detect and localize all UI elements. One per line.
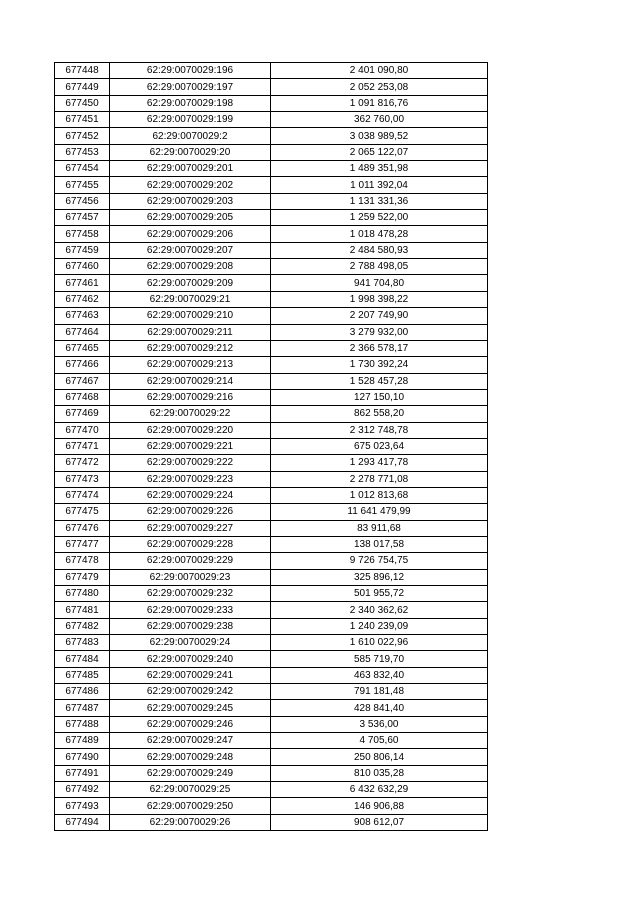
cadastral-value-cell: 1 091 816,76 (271, 95, 488, 111)
table-row (55, 357, 488, 373)
row-id-cell: 677480 (55, 586, 110, 602)
cadastral-number-cell: 62:29:0070029:207 (110, 242, 271, 258)
table-row (55, 618, 488, 634)
cadastral-value-cell: 675 023,64 (271, 438, 488, 454)
table-row (55, 324, 488, 340)
row-id-cell: 677451 (55, 112, 110, 128)
cadastral-number-cell: 62:29:0070029:211 (110, 324, 271, 340)
row-id-cell: 677481 (55, 602, 110, 618)
table-body (55, 63, 488, 831)
table-row (55, 749, 488, 765)
cadastral-number-cell: 62:29:0070029:226 (110, 504, 271, 520)
row-id-cell: 677489 (55, 733, 110, 749)
row-id-cell: 677468 (55, 389, 110, 405)
table-row (55, 814, 488, 830)
cadastral-number-cell: 62:29:0070029:224 (110, 487, 271, 503)
row-id-cell: 677478 (55, 553, 110, 569)
table-row (55, 144, 488, 160)
cadastral-number-cell: 62:29:0070029:201 (110, 161, 271, 177)
row-id-cell: 677466 (55, 357, 110, 373)
cadastral-value-cell: 941 704,80 (271, 275, 488, 291)
cadastral-value-cell: 250 806,14 (271, 749, 488, 765)
cadastral-value-cell: 2 052 253,08 (271, 79, 488, 95)
table-row (55, 716, 488, 732)
table-row (55, 471, 488, 487)
table-row (55, 161, 488, 177)
row-id-cell: 677454 (55, 161, 110, 177)
cadastral-value-cell: 9 726 754,75 (271, 553, 488, 569)
cadastral-number-cell: 62:29:0070029:203 (110, 193, 271, 209)
table-row (55, 340, 488, 356)
row-id-cell: 677460 (55, 259, 110, 275)
row-id-cell: 677482 (55, 618, 110, 634)
table-row (55, 455, 488, 471)
cadastral-value-cell: 1 012 813,68 (271, 487, 488, 503)
cadastral-value-cell: 1 240 239,09 (271, 618, 488, 634)
row-id-cell: 677483 (55, 635, 110, 651)
row-id-cell: 677459 (55, 242, 110, 258)
cadastral-value-cell: 862 558,20 (271, 406, 488, 422)
row-id-cell: 677490 (55, 749, 110, 765)
cadastral-value-cell: 2 366 578,17 (271, 340, 488, 356)
table-row (55, 308, 488, 324)
table-row (55, 177, 488, 193)
cadastral-number-cell: 62:29:0070029:22 (110, 406, 271, 422)
cadastral-number-cell: 62:29:0070029:196 (110, 63, 271, 79)
cadastral-number-cell: 62:29:0070029:246 (110, 716, 271, 732)
cadastral-number-cell: 62:29:0070029:232 (110, 586, 271, 602)
cadastral-value-cell: 2 401 090,80 (271, 63, 488, 79)
table-row (55, 782, 488, 798)
row-id-cell: 677479 (55, 569, 110, 585)
table-row (55, 520, 488, 536)
table-row (55, 438, 488, 454)
row-id-cell: 677488 (55, 716, 110, 732)
table-row (55, 63, 488, 79)
cadastral-number-cell: 62:29:0070029:212 (110, 340, 271, 356)
table-row (55, 487, 488, 503)
cadastral-number-cell: 62:29:0070029:20 (110, 144, 271, 160)
cadastral-value-cell: 1 131 331,36 (271, 193, 488, 209)
row-id-cell: 677470 (55, 422, 110, 438)
cadastral-number-cell: 62:29:0070029:2 (110, 128, 271, 144)
cadastral-number-cell: 62:29:0070029:223 (110, 471, 271, 487)
table-row (55, 798, 488, 814)
cadastral-value-table (54, 62, 488, 831)
table-row (55, 684, 488, 700)
cadastral-value-cell: 810 035,28 (271, 765, 488, 781)
table-row (55, 536, 488, 552)
table-row (55, 128, 488, 144)
row-id-cell: 677472 (55, 455, 110, 471)
cadastral-value-cell: 908 612,07 (271, 814, 488, 830)
cadastral-value-cell: 585 719,70 (271, 651, 488, 667)
table-row (55, 422, 488, 438)
table-row (55, 275, 488, 291)
cadastral-value-cell: 463 832,40 (271, 667, 488, 683)
row-id-cell: 677477 (55, 536, 110, 552)
cadastral-number-cell: 62:29:0070029:233 (110, 602, 271, 618)
cadastral-number-cell: 62:29:0070029:21 (110, 291, 271, 307)
row-id-cell: 677494 (55, 814, 110, 830)
table-row (55, 667, 488, 683)
row-id-cell: 677492 (55, 782, 110, 798)
cadastral-number-cell: 62:29:0070029:26 (110, 814, 271, 830)
cadastral-number-cell: 62:29:0070029:205 (110, 210, 271, 226)
row-id-cell: 677471 (55, 438, 110, 454)
cadastral-number-cell: 62:29:0070029:208 (110, 259, 271, 275)
row-id-cell: 677448 (55, 63, 110, 79)
table-row (55, 765, 488, 781)
cadastral-value-cell: 1 293 417,78 (271, 455, 488, 471)
cadastral-number-cell: 62:29:0070029:242 (110, 684, 271, 700)
cadastral-value-cell: 325 896,12 (271, 569, 488, 585)
cadastral-value-cell: 3 279 932,00 (271, 324, 488, 340)
table-row (55, 112, 488, 128)
cadastral-value-cell: 501 955,72 (271, 586, 488, 602)
cadastral-number-cell: 62:29:0070029:24 (110, 635, 271, 651)
row-id-cell: 677453 (55, 144, 110, 160)
cadastral-number-cell: 62:29:0070029:227 (110, 520, 271, 536)
cadastral-value-cell: 791 181,48 (271, 684, 488, 700)
cadastral-value-cell: 3 038 989,52 (271, 128, 488, 144)
row-id-cell: 677458 (55, 226, 110, 242)
cadastral-value-cell: 146 906,88 (271, 798, 488, 814)
cadastral-number-cell: 62:29:0070029:222 (110, 455, 271, 471)
row-id-cell: 677469 (55, 406, 110, 422)
table-row (55, 291, 488, 307)
table-row (55, 226, 488, 242)
table-row (55, 733, 488, 749)
row-id-cell: 677487 (55, 700, 110, 716)
cadastral-value-cell: 1 528 457,28 (271, 373, 488, 389)
cadastral-value-cell: 2 065 122,07 (271, 144, 488, 160)
cadastral-number-cell: 62:29:0070029:214 (110, 373, 271, 389)
cadastral-number-cell: 62:29:0070029:210 (110, 308, 271, 324)
cadastral-value-cell: 2 484 580,93 (271, 242, 488, 258)
table-row (55, 242, 488, 258)
row-id-cell: 677455 (55, 177, 110, 193)
row-id-cell: 677461 (55, 275, 110, 291)
table-row (55, 602, 488, 618)
cadastral-value-cell: 83 911,68 (271, 520, 488, 536)
cadastral-number-cell: 62:29:0070029:199 (110, 112, 271, 128)
row-id-cell: 677475 (55, 504, 110, 520)
table-row (55, 553, 488, 569)
row-id-cell: 677484 (55, 651, 110, 667)
cadastral-value-cell: 1 610 022,96 (271, 635, 488, 651)
row-id-cell: 677467 (55, 373, 110, 389)
cadastral-value-cell: 2 207 749,90 (271, 308, 488, 324)
cadastral-number-cell: 62:29:0070029:250 (110, 798, 271, 814)
row-id-cell: 677462 (55, 291, 110, 307)
cadastral-value-cell: 4 705,60 (271, 733, 488, 749)
cadastral-number-cell: 62:29:0070029:247 (110, 733, 271, 749)
table-row (55, 651, 488, 667)
row-id-cell: 677473 (55, 471, 110, 487)
cadastral-value-cell: 127 150,10 (271, 389, 488, 405)
cadastral-value-cell: 1 259 522,00 (271, 210, 488, 226)
row-id-cell: 677457 (55, 210, 110, 226)
cadastral-number-cell: 62:29:0070029:197 (110, 79, 271, 95)
cadastral-value-cell: 138 017,58 (271, 536, 488, 552)
row-id-cell: 677456 (55, 193, 110, 209)
cadastral-number-cell: 62:29:0070029:241 (110, 667, 271, 683)
table-row (55, 193, 488, 209)
cadastral-value-cell: 1 011 392,04 (271, 177, 488, 193)
cadastral-number-cell: 62:29:0070029:229 (110, 553, 271, 569)
cadastral-number-cell: 62:29:0070029:228 (110, 536, 271, 552)
cadastral-value-cell: 2 312 748,78 (271, 422, 488, 438)
cadastral-number-cell: 62:29:0070029:221 (110, 438, 271, 454)
cadastral-value-cell: 2 340 362,62 (271, 602, 488, 618)
cadastral-number-cell: 62:29:0070029:220 (110, 422, 271, 438)
cadastral-value-cell: 1 489 351,98 (271, 161, 488, 177)
cadastral-number-cell: 62:29:0070029:245 (110, 700, 271, 716)
cadastral-number-cell: 62:29:0070029:209 (110, 275, 271, 291)
cadastral-number-cell: 62:29:0070029:249 (110, 765, 271, 781)
row-id-cell: 677491 (55, 765, 110, 781)
table-row (55, 504, 488, 520)
cadastral-value-cell: 1 998 398,22 (271, 291, 488, 307)
cadastral-value-cell: 428 841,40 (271, 700, 488, 716)
table-row (55, 373, 488, 389)
row-id-cell: 677474 (55, 487, 110, 503)
cadastral-value-cell: 1 730 392,24 (271, 357, 488, 373)
cadastral-number-cell: 62:29:0070029:238 (110, 618, 271, 634)
row-id-cell: 677465 (55, 340, 110, 356)
row-id-cell: 677493 (55, 798, 110, 814)
table-row (55, 259, 488, 275)
table-row (55, 79, 488, 95)
cadastral-value-cell: 6 432 632,29 (271, 782, 488, 798)
cadastral-number-cell: 62:29:0070029:216 (110, 389, 271, 405)
table-row (55, 406, 488, 422)
cadastral-value-cell: 11 641 479,99 (271, 504, 488, 520)
table-row (55, 700, 488, 716)
row-id-cell: 677452 (55, 128, 110, 144)
row-id-cell: 677449 (55, 79, 110, 95)
table-row (55, 569, 488, 585)
table-row (55, 635, 488, 651)
cadastral-number-cell: 62:29:0070029:23 (110, 569, 271, 585)
row-id-cell: 677463 (55, 308, 110, 324)
cadastral-number-cell: 62:29:0070029:248 (110, 749, 271, 765)
row-id-cell: 677485 (55, 667, 110, 683)
cadastral-number-cell: 62:29:0070029:240 (110, 651, 271, 667)
table-row (55, 586, 488, 602)
cadastral-value-cell: 362 760,00 (271, 112, 488, 128)
table-row (55, 95, 488, 111)
table-row (55, 389, 488, 405)
table-row (55, 210, 488, 226)
cadastral-value-cell: 3 536,00 (271, 716, 488, 732)
cadastral-value-cell: 1 018 478,28 (271, 226, 488, 242)
row-id-cell: 677464 (55, 324, 110, 340)
cadastral-number-cell: 62:29:0070029:25 (110, 782, 271, 798)
cadastral-number-cell: 62:29:0070029:206 (110, 226, 271, 242)
cadastral-number-cell: 62:29:0070029:198 (110, 95, 271, 111)
row-id-cell: 677476 (55, 520, 110, 536)
row-id-cell: 677486 (55, 684, 110, 700)
cadastral-number-cell: 62:29:0070029:213 (110, 357, 271, 373)
cadastral-number-cell: 62:29:0070029:202 (110, 177, 271, 193)
cadastral-value-cell: 2 278 771,08 (271, 471, 488, 487)
cadastral-value-cell: 2 788 498,05 (271, 259, 488, 275)
row-id-cell: 677450 (55, 95, 110, 111)
